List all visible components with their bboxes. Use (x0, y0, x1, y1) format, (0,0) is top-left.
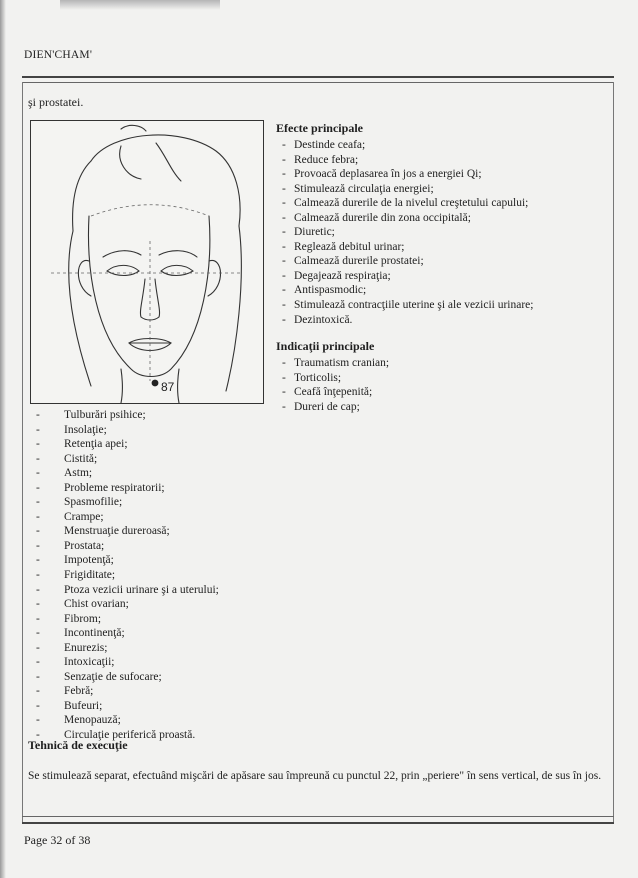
guide-line-forehead (91, 205, 209, 216)
list-item: - Stimulează circulaţia energiei; (276, 182, 606, 197)
symptoms-list (28, 408, 328, 743)
list-item: - Traumatism cranian; (276, 356, 606, 371)
list-item: - Calmează durerile prostatei; (276, 254, 606, 269)
hair-wisp (121, 125, 146, 131)
list-item: - Degajează respiraţia; (276, 269, 606, 284)
content-border-right (613, 82, 614, 822)
list-item: - Bufeuri; (28, 699, 328, 714)
list-item: - Retenţia apei; (28, 437, 328, 452)
list-item: - Reglează debitul urinar; (276, 240, 606, 255)
header-rule-thin (22, 82, 614, 83)
list-item: - Reduce febra; (276, 153, 606, 168)
list-item: - Circulaţie periferică proastă. (28, 728, 328, 743)
face-contour (88, 216, 209, 377)
header-rule (22, 76, 614, 78)
face-drawing (31, 121, 263, 403)
list-item: - Antispasmodic; (276, 283, 606, 298)
scan-top-shadow (60, 0, 220, 10)
list-item: - Ptoza vezicii urinare şi a uterului; (28, 583, 328, 598)
symptoms-section (28, 406, 328, 743)
eyebrow-right (159, 251, 197, 257)
eye-right (161, 265, 193, 275)
list-item: - Cistită; (28, 452, 328, 467)
hair-right-side (226, 226, 241, 391)
list-item: - Insolaţie; (28, 423, 328, 438)
list-item: - Tulburări psihice; (28, 408, 328, 423)
effects-section (276, 121, 606, 327)
list-item: - Dezintoxică. (276, 313, 606, 328)
list-item: - Fibrom; (28, 612, 328, 627)
technique-text: Se stimulează separat, efectuând mişcări de apăsare sau împreună cu punctul 22, prin „periere" în sens vertical, de sus în jos. (28, 770, 602, 782)
ear-right (208, 260, 221, 296)
content-border-left (22, 82, 23, 822)
list-item: - Dureri de cap; (276, 400, 606, 415)
list-item: - Chist ovarian; (28, 597, 328, 612)
acupoint-87-marker (152, 380, 159, 387)
page-header: DIEN'CHAM' (24, 49, 93, 61)
list-item: - Incontinenţă; (28, 626, 328, 641)
list-item: - Stimulează contracţiile uterine şi ale vezicii urinare; (276, 298, 606, 313)
list-item: - Impotenţă; (28, 553, 328, 568)
list-item: - Diuretic; (276, 225, 606, 240)
list-item: - Senzaţie de sufocare; (28, 670, 328, 685)
hair-left-side (69, 231, 91, 386)
list-item: - Frigiditate; (28, 568, 328, 583)
list-item: - Destinde ceafa; (276, 138, 606, 153)
list-item: - Probleme respiratorii; (28, 481, 328, 496)
list-item: - Astm; (28, 466, 328, 481)
list-item: - Crampe; (28, 510, 328, 525)
acupoint-87-label: 87 (161, 380, 175, 394)
list-item: - Ceafă înţepenită; (276, 385, 606, 400)
list-item: - Torticolis; (276, 371, 606, 386)
list-item: - Intoxicaţii; (28, 655, 328, 670)
intro-text: şi prostatei. (28, 95, 84, 109)
indications-section (276, 339, 606, 414)
effects-list (276, 138, 606, 327)
list-item: - Prostata; (28, 539, 328, 554)
list-item: - Menopauză; (28, 713, 328, 728)
list-item: - Febră; (28, 684, 328, 699)
page-number: Page 32 of 38 (24, 833, 91, 847)
hair-strand-line-2 (156, 143, 181, 181)
list-item: - Calmează durerile din zona occipitală; (276, 211, 606, 226)
footer-rule-thin (22, 816, 614, 817)
list-item: - Menstruaţie dureroasă; (28, 524, 328, 539)
face-illustration (30, 120, 264, 404)
hair-strand-line (120, 146, 141, 179)
ear-left (78, 260, 91, 296)
eyebrow-left (103, 251, 141, 257)
list-item: - Provoacă deplasarea în jos a energiei Qi; (276, 167, 606, 182)
footer-rule (22, 822, 614, 824)
eye-left (107, 265, 139, 275)
neck-left (121, 369, 123, 403)
neck-right (178, 369, 180, 403)
list-item: - Enurezis; (28, 641, 328, 656)
hair-top-line (91, 135, 240, 226)
indications-title: Indicaţii principale (276, 339, 375, 353)
list-item: - Calmează durerile de la nivelul creştetului capului; (276, 196, 606, 211)
effects-title: Efecte principale (276, 121, 363, 135)
scan-edge-shadow (0, 0, 6, 878)
technique-title: Tehnică de execuţie (28, 738, 128, 752)
list-item: - Spasmofilie; (28, 495, 328, 510)
